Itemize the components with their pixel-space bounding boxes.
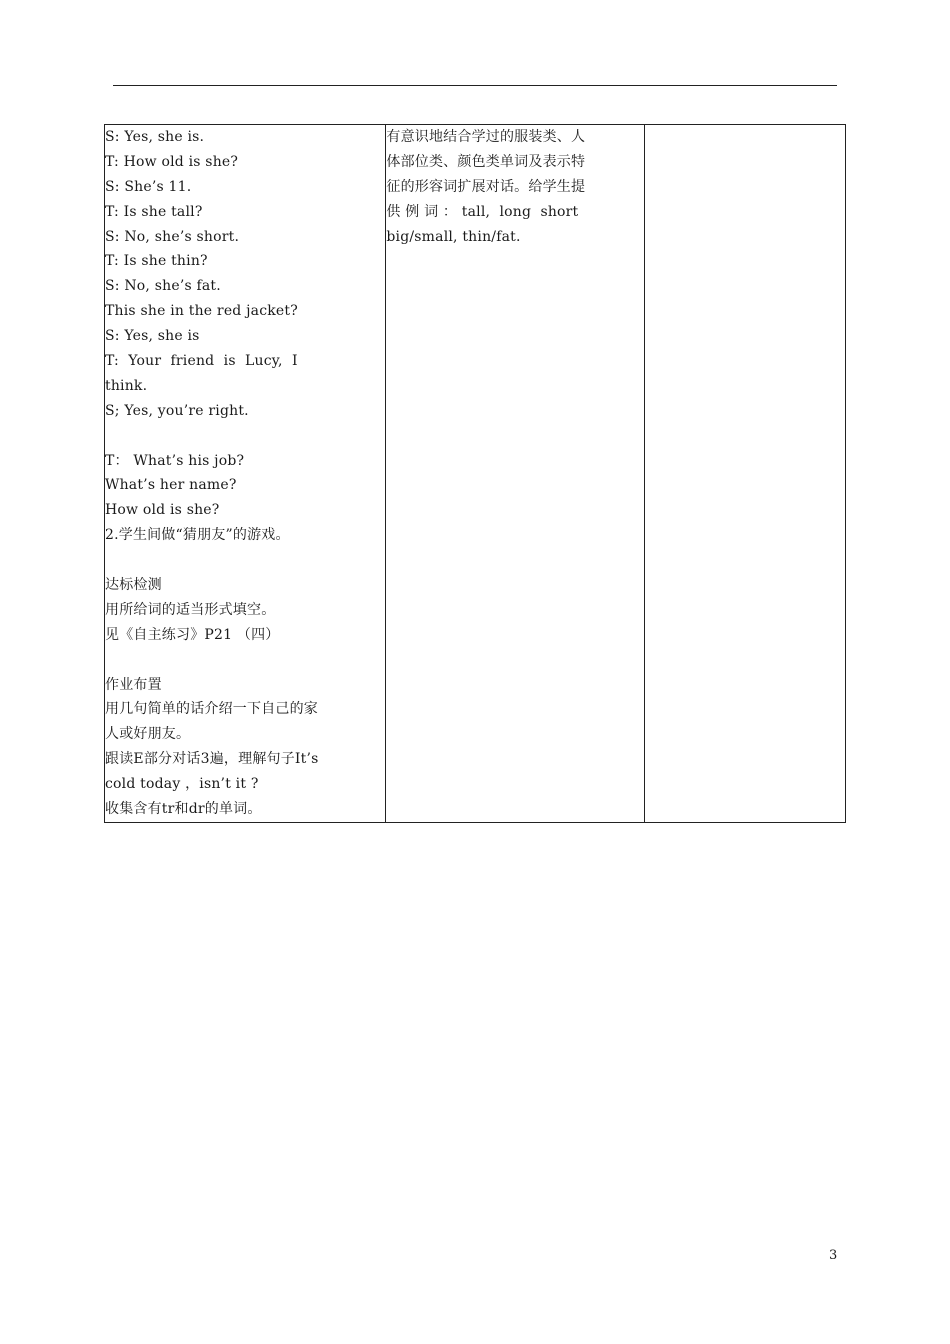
homework-line: 人或好朋友。: [105, 726, 191, 743]
intent-line: 征的形容词扩展对话。给学生提: [386, 178, 586, 195]
intent-line: big/small, thin/fat.: [386, 228, 521, 245]
section-heading-assessment: 达标检测: [105, 577, 162, 594]
dialogue-line: What’s her name?: [105, 477, 237, 494]
assessment-line: 用所给词的适当形式填空。: [105, 601, 276, 618]
dialogue-line: T： What’s his job?: [105, 452, 245, 469]
design-intent-cell: [386, 125, 644, 823]
homework-line: 用几句简单的话介绍一下自己的家: [105, 701, 318, 718]
dialogue-line: How old is she?: [105, 502, 220, 519]
dialogue-line: T: How old is she?: [105, 153, 239, 170]
page-number: 3: [829, 1248, 838, 1263]
dialogue-line: S: Yes, she is.: [105, 129, 205, 145]
dialogue-line: S: No, she’s short.: [105, 228, 240, 245]
teaching-process-cell: [105, 125, 386, 823]
intent-line: 体部位类、颜色类单词及表示特: [386, 153, 586, 170]
blank-line: [105, 424, 385, 449]
dialogue-line: think.: [105, 377, 148, 394]
homework-line: cold today ，isn’t it ?: [105, 776, 259, 793]
dialogue-line: T: Your friend is Lucy, I: [105, 353, 298, 370]
header-rule: [113, 85, 837, 86]
section-heading-homework: 作业布置: [105, 676, 162, 693]
homework-line: 跟读E部分对话3遍，理解句子It’s: [105, 751, 319, 768]
assessment-line: 见《自主练习》P21 （四）: [105, 626, 280, 643]
blank-line: [105, 548, 385, 573]
dialogue-line: S: Yes, she is: [105, 328, 200, 345]
blank-line: [105, 648, 385, 673]
lesson-table: [104, 124, 846, 823]
dialogue-line: This she in the red jacket?: [105, 303, 298, 320]
homework-line: 收集含有tr和dr的单词。: [105, 801, 262, 818]
activity-line: 2.学生间做“猜朋友”的游戏。: [105, 527, 290, 544]
table-row: [105, 125, 846, 823]
empty-cell: [644, 125, 845, 823]
dialogue-line: T: Is she thin?: [105, 253, 208, 270]
dialogue-line: T: Is she tall?: [105, 203, 203, 220]
dialogue-line: S: She’s 11.: [105, 178, 192, 195]
intent-line: 供 例 词 ： tall, long short: [386, 203, 579, 220]
intent-line: 有意识地结合学过的服装类、人: [386, 129, 586, 145]
dialogue-line: S; Yes, you’re right.: [105, 402, 249, 419]
dialogue-line: S: No, she’s fat.: [105, 278, 221, 295]
